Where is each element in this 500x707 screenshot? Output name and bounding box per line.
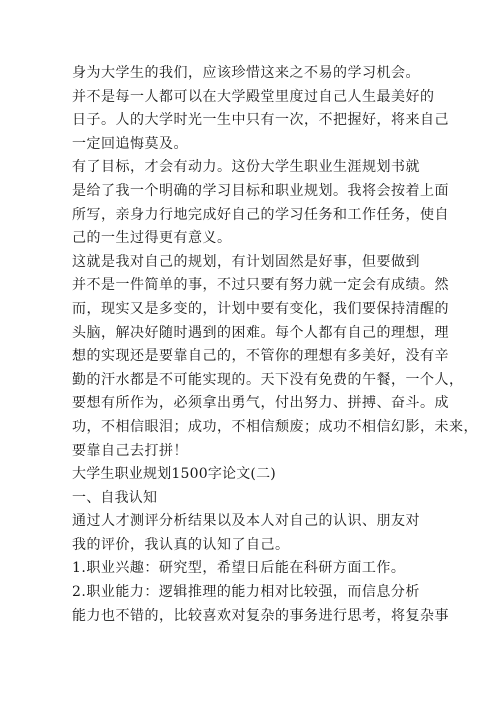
text-line: 要想有所作为，必须拿出勇气，付出努力、拼搏、奋斗。成 <box>72 395 449 412</box>
text-line: 通过人才测评分析结果以及本人对自己的认识、朋友对 <box>72 513 420 530</box>
text-line: 身为大学生的我们，应该珍惜这来之不易的学习机会。 <box>72 65 420 81</box>
text-line: 这就是我对自己的规划，有计划固然是好事，但要做到 <box>72 253 420 270</box>
text-line: 能力也不错的，比较喜欢对复杂的事务进行思考，将复杂事 <box>72 607 449 624</box>
section-title: 大学生职业规划1500字论文(二) <box>72 466 276 483</box>
text-line: 一定回追悔莫及。 <box>72 135 188 152</box>
text-line: 我的评价，我认真的认知了自己。 <box>72 536 290 553</box>
text-line: 2.职业能力：逻辑推理的能力相对比较强，而信息分析 <box>72 584 420 601</box>
text-line: 1.职业兴趣：研究型，希望日后能在科研方面工作。 <box>72 560 406 577</box>
text-line: 并不是一件简单的事，不过只要有努力就一定会有成绩。然 <box>72 277 449 294</box>
text-line: 而，现实又是多变的，计划中要有变化，我们要保持清醒的 <box>72 300 449 317</box>
text-line: 要靠自己去打拼！ <box>72 442 188 459</box>
text-line: 有了目标，才会有动力。这份大学生职业生涯规划书就 <box>72 159 420 176</box>
text-line: 头脑，解决好随时遇到的困难。每个人都有自己的理想，理 <box>72 324 449 341</box>
text-line: 日子。人的大学时光一生中只有一次，不把握好，将来自己 <box>72 112 449 129</box>
text-line: 想的实现还是要靠自己的，不管你的理想有多美好，没有辛 <box>72 348 449 365</box>
text-line: 功，不相信眼泪；成功，不相信颓废；成功不相信幻影，未来， <box>72 418 478 435</box>
text-line: 勤的汗水都是不可能实现的。天下没有免费的午餐，一个人， <box>72 371 464 388</box>
text-line: 是给了我一个明确的学习目标和职业规划。我将会按着上面 <box>72 182 449 199</box>
text-line: 并不是每一人都可以在大学殿堂里度过自己人生最美好的 <box>72 88 435 105</box>
text-line: 己的一生过得更有意义。 <box>72 230 232 247</box>
document-body <box>72 62 478 628</box>
text-line: 所写，亲身力行地完成好自己的学习任务和工作任务，使自 <box>72 206 449 223</box>
section-heading: 一、自我认知 <box>72 489 158 506</box>
